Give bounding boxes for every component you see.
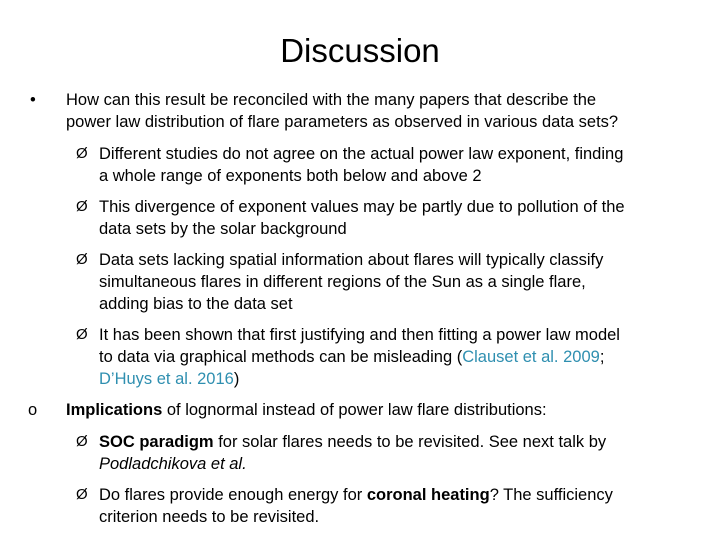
bullet-marker: • [30,91,36,109]
italic-reference: Podladchikova et al. [99,455,247,473]
bullet-line [66,399,547,421]
slide-title: Discussion [280,32,440,69]
arrow-bullet-icon: Ø [76,486,88,503]
arrow-bullet-icon: Ø [76,326,88,343]
sub-line [99,484,613,506]
bullet-line: How can this result be reconciled with the many papers that describe the [66,91,597,109]
sub-line [99,368,239,390]
sub-line: data sets by the solar background [99,220,347,238]
sub-line: Data sets lacking spatial information about flares will typically classify [99,251,604,269]
bold-term: Implications [66,401,163,419]
citation-link[interactable]: Clauset et al. 2009 [462,348,600,366]
bullet-text: of lognormal instead of power law flare distributions: [162,401,547,419]
sub-text: for solar flares needs to be revisited. See next talk by [213,433,607,451]
arrow-bullet-icon: Ø [76,433,88,450]
sub-line [99,346,604,368]
bold-term: coronal heating [366,486,490,504]
sub-line: adding bias to the data set [99,295,293,313]
sub-text: Do flares provide enough energy for [99,486,367,504]
sub-line: It has been shown that first justifying and then fitting a power law model [99,326,620,344]
sub-line [99,453,247,475]
sub-line: This divergence of exponent values may be partly due to pollution of the [99,198,625,216]
arrow-bullet-icon: Ø [76,251,88,268]
sub-line-text: to data via graphical methods can be misleading ( [99,348,463,366]
sub-line [99,431,606,453]
arrow-bullet-icon: Ø [76,145,88,162]
citation-separator: ; [599,348,605,366]
sub-text: ? The sufficiency [489,486,613,504]
bold-term: SOC paradigm [99,433,214,451]
sub-line: a whole range of exponents both below and above 2 [99,167,482,185]
arrow-bullet-icon: Ø [76,198,88,215]
sub-line: criterion needs to be revisited. [99,508,320,526]
bullet-line: power law distribution of flare parameters as observed in various data sets? [66,113,619,131]
citation-closing: ) [233,370,240,388]
citation-link[interactable]: D’Huys et al. 2016 [99,370,234,388]
sub-line: Different studies do not agree on the actual power law exponent, finding [99,145,624,163]
sub-line: simultaneous flares in different regions of the Sun as a single flare, [99,273,586,291]
bullet-marker: o [28,401,38,419]
